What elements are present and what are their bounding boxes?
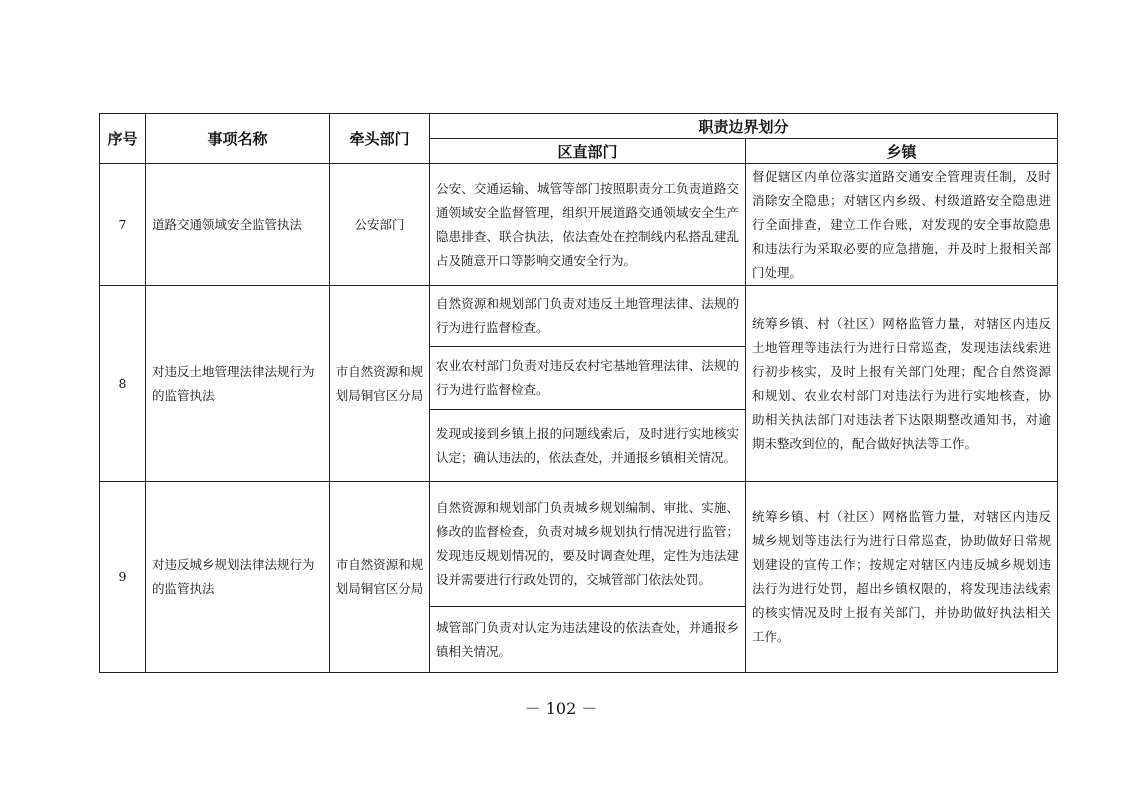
row-number: 8 [100, 286, 146, 482]
lead-department: 市自然资源和规划局铜官区分局 [330, 482, 430, 673]
district-duty: 自然资源和规划部门负责对违反土地管理法律、法规的行为进行监督检查。 [430, 286, 746, 347]
lead-department: 公安部门 [330, 164, 430, 286]
item-name: 对违反城乡规划法律法规行为的监管执法 [146, 482, 330, 673]
table-row [100, 286, 1058, 347]
header-town: 乡镇 [746, 139, 1058, 164]
item-name: 对违反土地管理法律法规行为的监管执法 [146, 286, 330, 482]
town-duty: 统筹乡镇、村（社区）网格监管力量，对辖区内违反城乡规划等违法行为进行日常巡查，协助做好日常规划建设的宣传工作；按规定对辖区内违反城乡规划违法行为进行处罚，超出乡镇权限的，将发现违法线索的核实情况及时上报有关部门，并协助做好执法相关工作。 [746, 482, 1058, 673]
town-duty: 督促辖区内单位落实道路交通安全管理责任制，及时消除安全隐患；对辖区内乡级、村级道路安全隐患进行全面排查，建立工作台账，对发现的安全事故隐患和违法行为采取必要的应急措施，并及时上报相关部门处理。 [746, 164, 1058, 286]
district-duty: 自然资源和规划部门负责城乡规划编制、审批、实施、修改的监督检查，负责对城乡规划执行情况进行监管；发现违反规划情况的，要及时调查处理，定性为违法建设并需要进行行政处罚的，交城管部门依法处罚。 [430, 482, 746, 607]
item-name: 道路交通领域安全监管执法 [146, 164, 330, 286]
district-duty: 发现或接到乡镇上报的问题线索后，及时进行实地核实认定；确认违法的，依法查处，并通报乡镇相关情况。 [430, 410, 746, 482]
header-lead-department: 牵头部门 [330, 114, 430, 164]
header-district-department: 区直部门 [430, 139, 746, 164]
header-no: 序号 [100, 114, 146, 164]
header-duty-division: 职责边界划分 [430, 114, 1058, 139]
district-duty: 城管部门负责对认定为违法建设的依法查处，并通报乡镇相关情况。 [430, 607, 746, 673]
lead-department: 市自然资源和规划局铜官区分局 [330, 286, 430, 482]
table-row [100, 164, 1058, 286]
row-number: 7 [100, 164, 146, 286]
district-duty: 公安、交通运输、城管等部门按照职责分工负责道路交通领域安全监督管理，组织开展道路交通领域安全生产隐患排查、联合执法，依法查处在控制线内私搭乱建乱占及随意开口等影响交通安全行为。 [430, 164, 746, 286]
header-item-name: 事项名称 [146, 114, 330, 164]
town-duty: 统筹乡镇、村（社区）网格监管力量，对辖区内违反土地管理等违法行为进行日常巡查，发现违法线索进行初步核实，及时上报有关部门处理；配合自然资源和规划、农业农村部门对违法行为进行实地核查，协助相关执法部门对违法者下达限期整改通知书，对逾期未整改到位的，配合做好执法等工作。 [746, 286, 1058, 482]
table-row [100, 482, 1058, 607]
duty-division-table [99, 113, 1058, 673]
row-number: 9 [100, 482, 146, 673]
district-duty: 农业农村部门负责对违反农村宅基地管理法律、法规的行为进行监督检查。 [430, 347, 746, 410]
page-number: － 102 － [524, 699, 598, 718]
